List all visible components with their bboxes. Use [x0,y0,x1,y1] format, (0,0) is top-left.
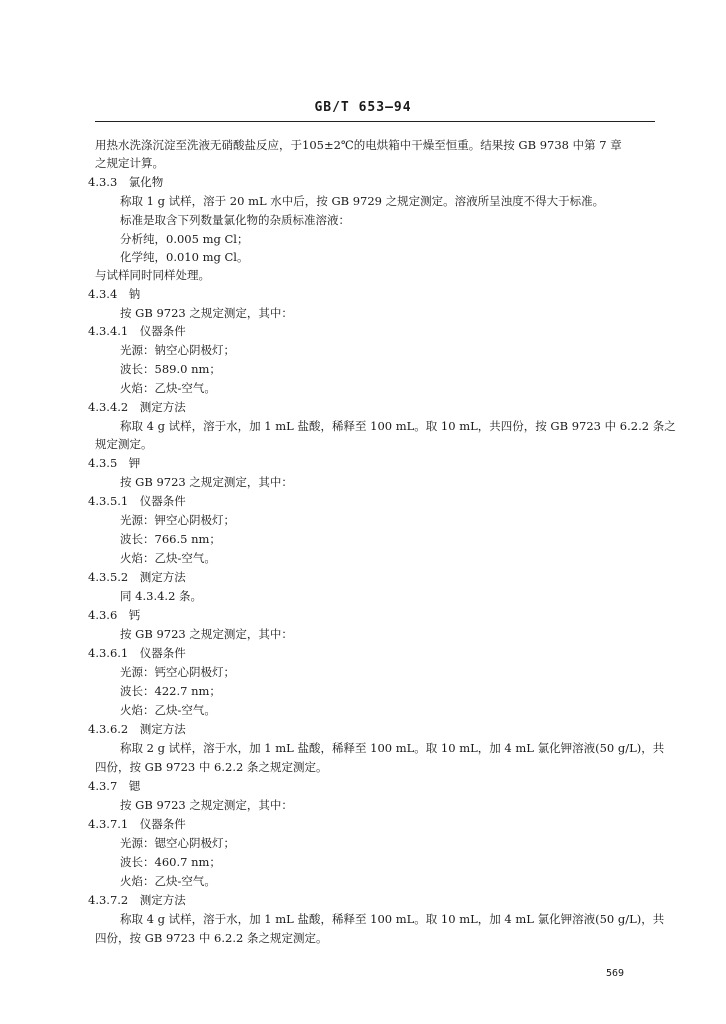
body-line: 光源：钠空心阴极灯； [120,343,235,357]
body-line: 光源：钙空心阴极灯； [120,665,235,679]
body-line: 光源：锶空心阴极灯； [120,836,235,850]
body-line: 按 GB 9723 之规定测定，其中： [120,798,293,812]
section-heading: 4.3.4 钠 [88,287,141,301]
section-heading: 4.3.6.2 测定方法 [88,722,186,736]
body-line: 波长：766.5 nm； [120,532,221,546]
body-line: 化学纯，0.010 mg Cl。 [120,250,249,264]
body-line: 火焰：乙炔-空气。 [120,703,216,717]
page-number: 569 [606,968,625,979]
body-line: 四份，按 GB 9723 中 6.2.2 条之规定测定。 [95,760,328,774]
section-heading: 4.3.7.1 仪器条件 [88,817,186,831]
body-line: 称取 4 g 试样，溶于水，加 1 mL 盐酸，稀释至 100 mL。取 10 mL，加 4 mL 氯化钾溶液(50 g/L)，共 [120,912,665,926]
body-line: 规定测定。 [95,437,153,451]
section-heading: 4.3.5.1 仪器条件 [88,494,186,508]
body-line: 波长：422.7 nm； [120,684,221,698]
body-line: 波长：589.0 nm； [120,362,221,376]
body-line: 火焰：乙炔-空气。 [120,381,216,395]
body-line: 同 4.3.4.2 条。 [120,589,203,603]
section-heading: 4.3.5 钾 [88,456,141,470]
section-heading: 4.3.6 钙 [88,608,141,622]
section-heading: 4.3.7 锶 [88,779,141,793]
body-line: 称取 1 g 试样，溶于 20 mL 水中后，按 GB 9729 之规定测定。溶液所呈浊度不得大于标准。 [120,194,605,208]
body-line: 火焰：乙炔-空气。 [120,551,216,565]
body-line: 四份，按 GB 9723 中 6.2.2 条之规定测定。 [95,931,328,945]
header-rule [95,121,655,122]
section-heading: 4.3.5.2 测定方法 [88,570,186,584]
body-line: 称取 2 g 试样，溶于水，加 1 mL 盐酸，稀释至 100 mL。取 10 mL，加 4 mL 氯化钾溶液(50 g/L)，共 [120,741,665,755]
section-heading: 4.3.6.1 仪器条件 [88,646,186,660]
body-line: 之规定计算。 [95,156,164,170]
body-line: 用热水洗涤沉淀至洗液无硝酸盐反应，于105±2℃的电烘箱中干燥至恒重。结果按 GB 9738 中第 7 章 [95,138,622,152]
body-line: 按 GB 9723 之规定测定，其中： [120,306,293,320]
body-line: 光源：钾空心阴极灯； [120,513,235,527]
body-line: 称取 4 g 试样，溶于水，加 1 mL 盐酸，稀释至 100 mL。取 10 mL，共四份，按 GB 9723 中 6.2.2 条之 [120,419,676,433]
section-heading: 4.3.4.1 仪器条件 [88,324,186,338]
section-heading: 4.3.4.2 测定方法 [88,400,186,414]
section-heading: 4.3.3 氯化物 [88,175,164,189]
section-heading: 4.3.7.2 测定方法 [88,893,186,907]
body-line: 火焰：乙炔-空气。 [120,874,216,888]
body-line: 按 GB 9723 之规定测定，其中： [120,627,293,641]
body-line: 分析纯，0.005 mg Cl； [120,232,249,246]
standard-header: GB/T 653—94 [314,100,412,115]
body-line: 与试样同时同样处理。 [95,268,210,282]
body-line: 按 GB 9723 之规定测定，其中： [120,475,293,489]
body-line: 波长：460.7 nm； [120,855,221,869]
body-line: 标准是取含下列数量氯化物的杂质标准溶液： [120,213,350,227]
